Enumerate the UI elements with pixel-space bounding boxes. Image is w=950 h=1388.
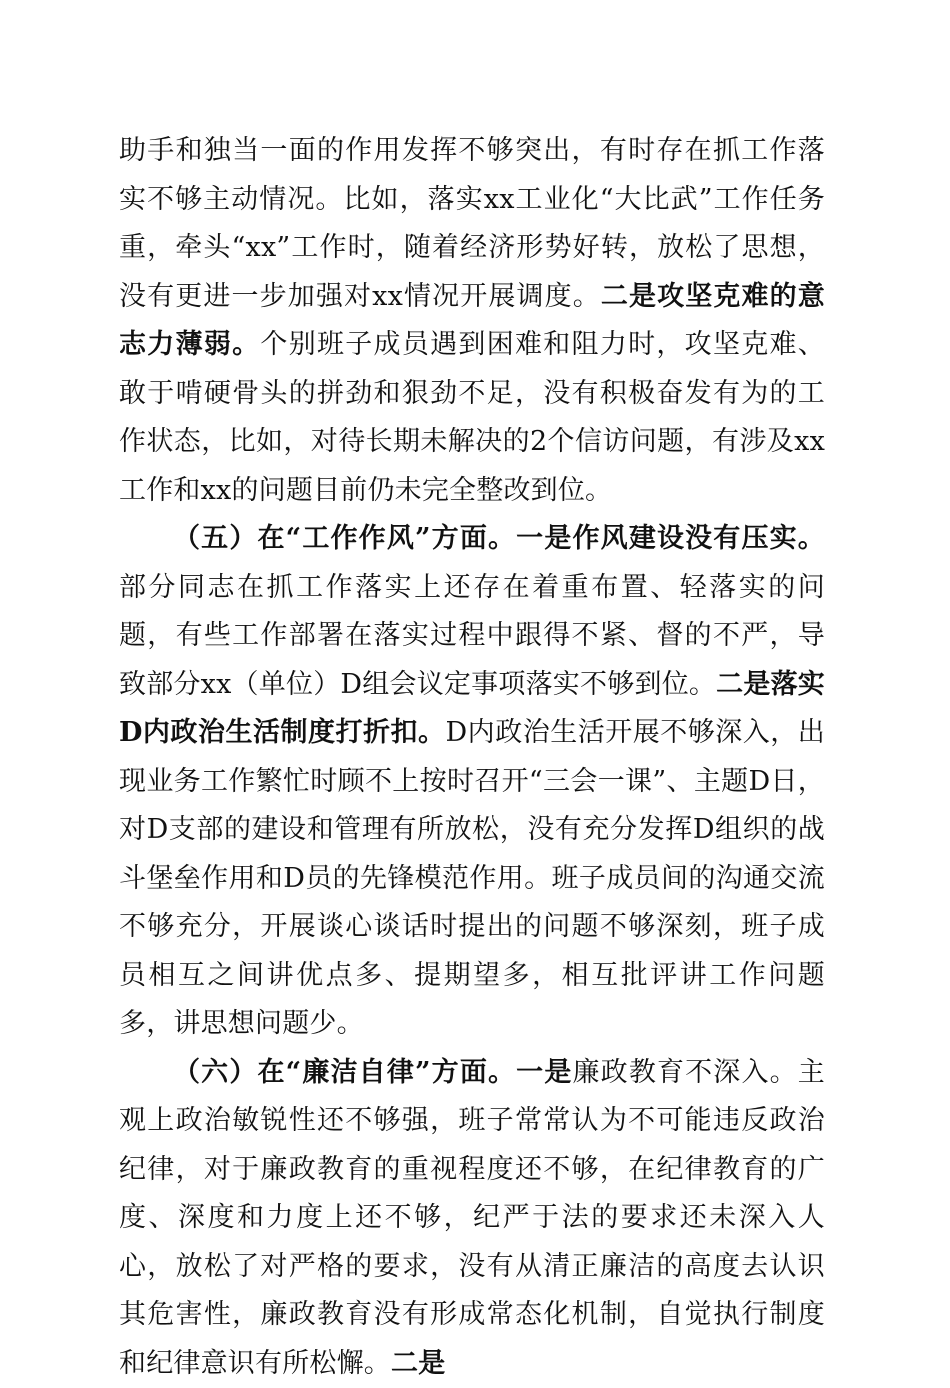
paragraph-5-work-style (119, 515, 825, 1049)
paragraph-1-text: 助手和独当一面的作用发挥不够突出，有时存在抓工作落实不够主动情况。比如，落实xx工业化“大比武”工作任务重，牵头“xx”工作时，随着经济形势好转，放松了思想，没有更进一步加强对xx情况开展调度。 (119, 135, 825, 312)
paragraph-1-heading-2: 二是攻坚克难的意志力薄弱。 (119, 281, 825, 361)
section-6-point-1-text: 廉政教育不深入。主观上政治敏锐性还不够强，班子常常认为不可能违反政治纪律，对于廉政教育的重视程度还不够，在纪律教育的广度、深度和力度上还不够，纪严于法的要求还未深入人心，放松了对严格的要求，没有从清正廉洁的高度去认识其危害性，廉政教育没有形成常态化机制，自觉执行制度和纪律意识有所松懈。 (119, 1057, 825, 1379)
section-6-title: （六）在“廉洁自律”方面。 (173, 1057, 516, 1088)
section-5-title: （五）在“工作作风”方面。 (173, 523, 516, 554)
section-5-point-2-text: D内政治生活开展不够深入，出现业务工作繁忙时顾不上按时召开“三会一课”、主题D日，对D支部的建设和管理有所放松，没有充分发挥D组织的战斗堡垒作用和D员的先锋模范作用。班子成员间的沟通交流不够充分，开展谈心谈话时提出的问题不够深刻，班子成员相互之间讲优点多、提期望多，相互批评讲工作问题多，讲思想问题少。 (119, 717, 825, 1039)
section-5-point-2-heading: 二是落实D内政治生活制度打折扣。 (119, 669, 825, 749)
section-5-point-1-heading: 一是作风建设没有压实。 (516, 523, 825, 554)
section-6-point-2-heading: 二是 (391, 1348, 445, 1379)
paragraph-1-text-2: 个别班子成员遇到困难和阻力时，攻坚克难、敢于啃硬骨头的拼劲和狠劲不足，没有积极奋发有为的工作状态，比如，对待长期未解决的2个信访问题，有涉及xx工作和xx的问题目前仍未完全整改到位。 (119, 329, 825, 506)
document-body (119, 127, 825, 1388)
section-6-point-1-heading: 一是 (516, 1057, 572, 1088)
section-5-point-1-text: 部分同志在抓工作落实上还存在着重布置、轻落实的问题，有些工作部署在落实过程中跟得不紧、督的不严，导致部分xx（单位）D组会议定事项落实不够到位。 (119, 572, 825, 700)
paragraph-1 (119, 127, 825, 515)
paragraph-6-integrity (119, 1049, 825, 1388)
